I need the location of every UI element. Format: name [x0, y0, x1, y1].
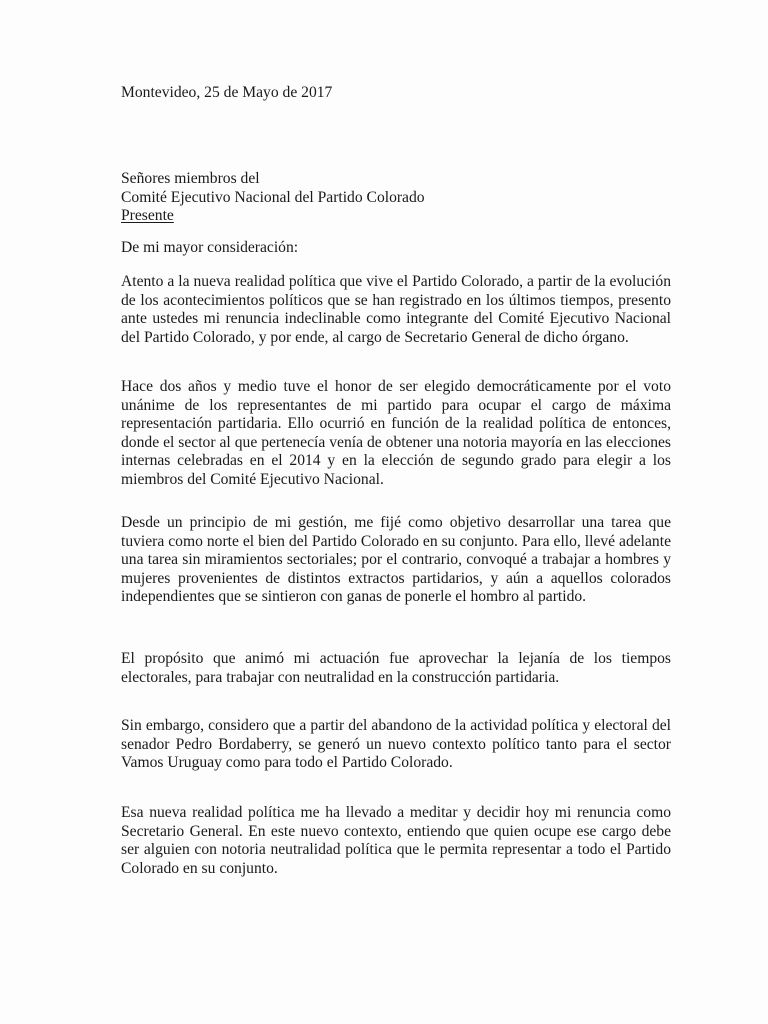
recipient-line-members: Señores miembros del	[121, 170, 260, 187]
recipient-line-committee: Comité Ejecutivo Nacional del Partido Colorado	[121, 188, 425, 206]
salutation: De mi mayor consideración:	[121, 239, 299, 256]
paragraph-election-history: Hace dos años y medio tuve el honor de ser elegido democráticamente por el voto unánime de los representantes de mi partido para ocupar el cargo de máxima representación partidaria. Ello ocurrió en función de la realidad política de entonces, donde el sector al que pertenecía venía de obtener una notoria mayoría en las elecciones internas celebradas en el 2014 y en la elección de segundo grado para elegir a los miembros del Comité Ejecutivo Nacional.	[121, 378, 671, 488]
recipient-line-presente: Presente	[121, 207, 174, 225]
paragraph-management-goals: Desde un principio de mi gestión, me fijé como objetivo desarrollar una tarea que tuviera como norte el bien del Partido Colorado en su conjunto. Para ello, llevé adelante una tarea sin miramientos sectoriales; por el contrario, convoqué a trabajar a hombres y mujeres provenientes de distintos extractos partidarios, y aún a aquellos colorados independientes que se sintieron con ganas de ponerle el hombro al partido.	[121, 514, 671, 606]
paragraph-resignation: Atento a la nueva realidad política que vive el Partido Colorado, a partir de la evolución de los acontecimientos políticos que se han registrado en los últimos tiempos, presento ante ustedes mi renuncia indeclinable como integrante del Comité Ejecutivo Nacional del Partido Colorado, y por ende, al cargo de Secretario General de dicho órgano.	[121, 273, 671, 346]
paragraph-new-context: Sin embargo, considero que a partir del abandono de la actividad política y electoral del senador Pedro Bordaberry, se generó un nuevo contexto político tanto para el sector Vamos Uruguay como para todo el Partido Colorado.	[121, 717, 671, 772]
paragraph-decision: Esa nueva realidad política me ha llevado a meditar y decidir hoy mi renuncia como Secretario General. En este nuevo contexto, entiendo que quien ocupe ese cargo debe ser alguien con notoria neutralidad política que le permita representar a todo el Partido Colorado en su conjunto.	[121, 804, 671, 877]
date-line: Montevideo, 25 de Mayo de 2017	[121, 84, 333, 101]
recipient-block	[121, 170, 661, 226]
paragraph-purpose: El propósito que animó mi actuación fue aprovechar la lejanía de los tiempos electorales, para trabajar con neutralidad en la construcción partidaria.	[121, 650, 671, 686]
